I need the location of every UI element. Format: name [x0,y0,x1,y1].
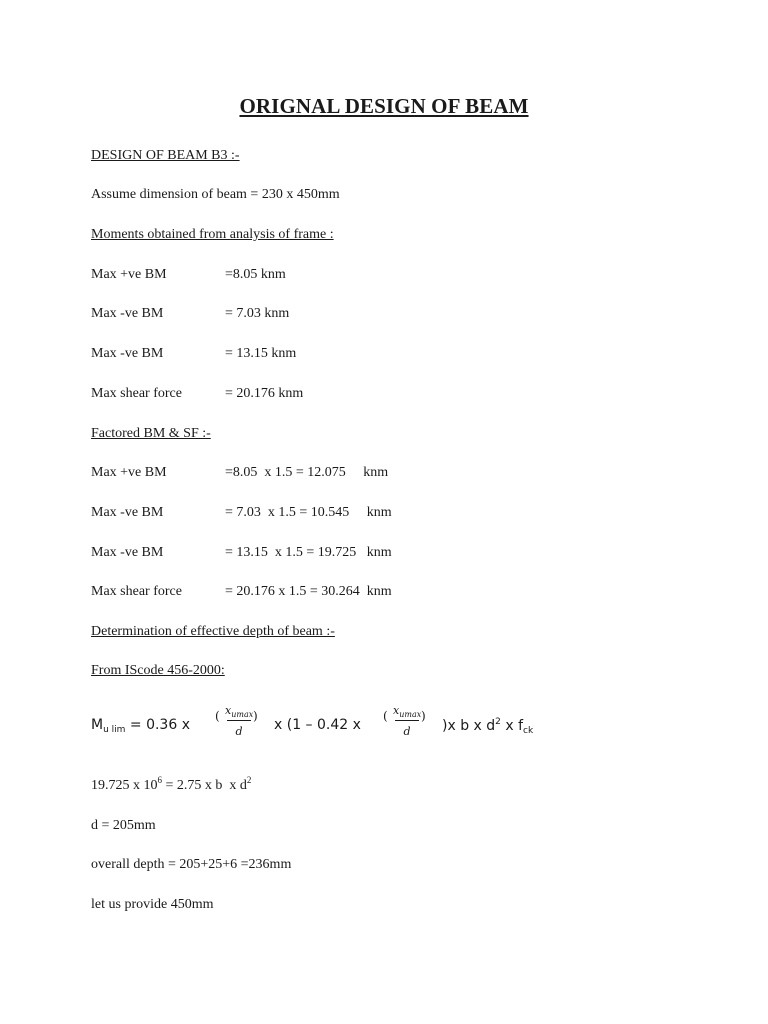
factored-value: = 20.176 x 1.5 = 30.264 knm [225,584,392,599]
xu-over-d-fraction: ( $x_{umax}$ d ) [383,704,426,738]
assume-dimension-text: Assume dimension of beam = 230 x 450mm [91,187,340,202]
factored-label: Max -ve BM [91,545,164,560]
factored-label: Max -ve BM [91,505,164,520]
factored-label: Max +ve BM [91,465,167,480]
moment-value: = 7.03 knm [225,306,290,321]
iscode-heading: From IScode 456-2000: [91,663,225,678]
factored-row [91,544,392,562]
moments-heading: Moments obtained from analysis of frame : [91,227,334,242]
factored-value: = 7.03 x 1.5 = 10.545 knm [225,505,392,520]
moment-row [91,385,303,403]
moment-row [91,266,286,284]
equation-line: 19.725 x $10^6 = 2.75$ x b x $d^2$ [91,775,252,793]
moment-label: Max -ve BM [91,306,164,321]
xu-over-d-fraction: ( $x_{umax}$ d ) [215,704,258,738]
moment-label: Max -ve BM [91,346,164,361]
effective-depth-result: d = 205mm [91,818,156,833]
overall-depth-text: overall depth = 205+25+6 =236mm [91,857,292,872]
factored-heading: Factored BM & SF :- [91,426,211,441]
moment-label: Max shear force [91,386,182,401]
moment-row [91,305,289,323]
factored-label: Max shear force [91,584,182,599]
factored-row [91,464,388,482]
provide-depth-text: let us provide 450mm [91,897,214,912]
formula-part-3: )x b x $d^2$ x $f_{ck}$ [442,717,534,736]
formula-part-2: x (1 – 0.42 x [274,717,361,733]
moment-value: = 13.15 knm [225,346,297,361]
factored-row [91,583,392,601]
factored-row [91,504,392,522]
moment-row [91,345,296,363]
factored-value: = 13.15 x 1.5 = 19.725 knm [225,545,392,560]
formula-m-ulim: $M_{u lim} = 0.36$ x [91,717,190,735]
moment-value: = 20.176 knm [225,386,304,401]
factored-value: =8.05 x 1.5 = 12.075 knm [225,465,389,480]
page-title: ORIGNAL DESIGN OF BEAM [239,94,529,118]
section-heading-beam-b3: DESIGN OF BEAM B3 :- [91,148,240,163]
effective-depth-heading: Determination of effective depth of beam :- [91,624,335,639]
moment-label: Max +ve BM [91,267,167,282]
moment-value: =8.05 knm [225,267,286,282]
